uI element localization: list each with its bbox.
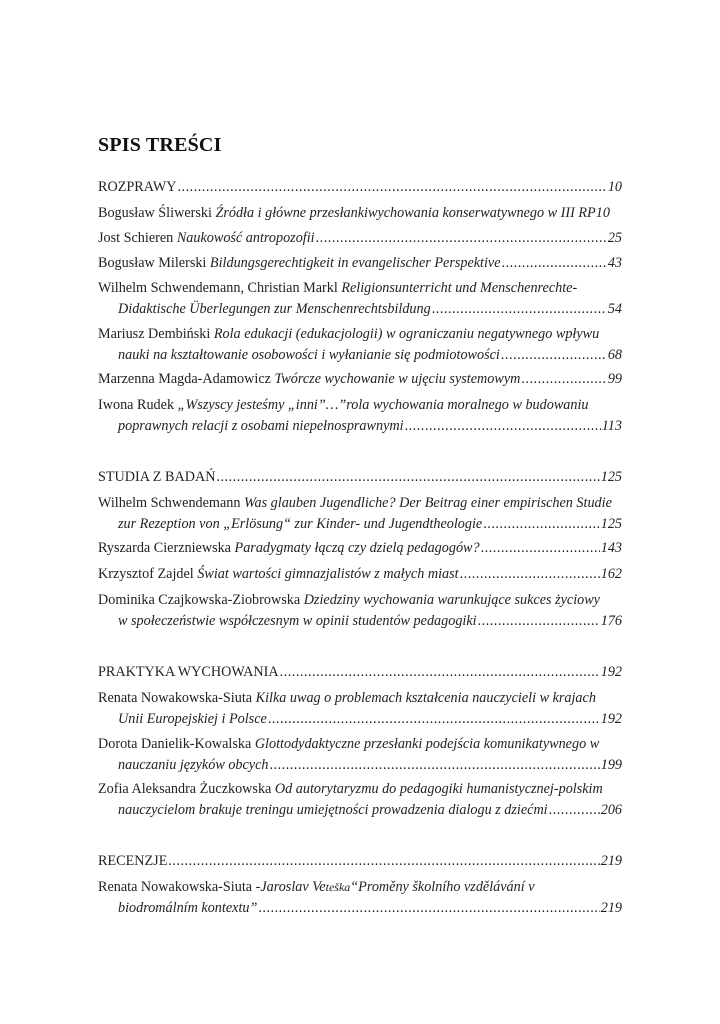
- dot-leader: [481, 538, 600, 559]
- toc-entry[interactable]: [98, 493, 622, 535]
- entry-title-line2: zur Rezeption von „Erlösung“ zur Kinder- und Jugendtheologie: [118, 516, 483, 532]
- entry-title-line1: Od autorytaryzmu do pedagogiki humanistycznej-polskim: [274, 781, 603, 797]
- dot-leader: [549, 800, 600, 821]
- dot-leader: [460, 564, 600, 585]
- entry-author: Bogusław Śliwerski: [98, 205, 212, 221]
- entry-title-line2: poprawnych relacji z osobami niepełnosprawnymi: [118, 418, 404, 434]
- toc-entry[interactable]: [98, 324, 622, 366]
- entry-author: Ryszarda Cierzniewska: [98, 540, 231, 556]
- entry-title-line2: nauczaniu języków obcych: [118, 757, 269, 773]
- toc-entry[interactable]: [98, 734, 622, 776]
- entry-author: Marzenna Magda-Adamowicz: [98, 371, 271, 387]
- entry-author: Krzysztof Zajdel: [98, 566, 194, 582]
- toc-entry[interactable]: [98, 253, 622, 274]
- entry-author: Renata Nowakowska-Siuta -: [98, 879, 261, 895]
- toc-entry[interactable]: [98, 590, 622, 632]
- entry-title: Paradygmaty łączą czy dzielą pedagogów?: [234, 540, 480, 556]
- page-number: 10: [595, 205, 610, 221]
- entry-author: Jost Schieren: [98, 230, 174, 246]
- dot-leader: [502, 253, 607, 274]
- dot-leader: [168, 851, 599, 872]
- dot-leader: [270, 755, 600, 776]
- entry-title: Twórcze wychowanie w ujęciu systemowym: [274, 371, 521, 387]
- entry-title-line2: nauczycielom brakuje treningu umiejętności prowadzenia dialogu z dziećmi: [118, 802, 548, 818]
- dot-leader: [432, 299, 607, 320]
- toc-entry[interactable]: [98, 538, 622, 559]
- entry-title-line2: biodromálním kontextu”: [118, 900, 258, 916]
- toc-entry[interactable]: [98, 203, 622, 224]
- toc-entry[interactable]: [98, 688, 622, 730]
- dot-leader: [405, 416, 601, 437]
- dot-leader: [280, 662, 600, 683]
- page-number: 206: [600, 802, 622, 818]
- page-number: 113: [601, 418, 622, 434]
- page-number: 192: [600, 711, 622, 727]
- toc-entry[interactable]: [98, 564, 622, 585]
- entry-title-line1: Dziedziny wychowania warunkujące sukces życiowy: [303, 592, 600, 608]
- entry-author: Wilhelm Schwendemann, Christian Markl: [98, 280, 338, 296]
- page-number: 99: [607, 371, 622, 387]
- dot-leader: [268, 709, 600, 730]
- dot-leader: [258, 898, 599, 919]
- section-heading-label: STUDIA Z BADAŃ: [98, 469, 216, 485]
- entry-author: Zofia Aleksandra Żuczkowska: [98, 781, 272, 797]
- entry-title: Bildungsgerechtigkeit in evangelischer Perspektive: [209, 255, 501, 271]
- section-heading-label: RECENZJE: [98, 853, 168, 869]
- section-heading-label: PRAKTYKA WYCHOWANIA: [98, 664, 279, 680]
- entry-title-line1: Religionsunterricht und Menschenrechte-: [341, 280, 578, 296]
- section-heading-label: ROZPRAWY: [98, 179, 177, 195]
- page-number: 68: [607, 347, 622, 363]
- dot-leader: [177, 177, 606, 198]
- entry-title-line2: w społeczeństwie współczesnym w opinii studentów pedagogiki: [118, 613, 477, 629]
- page-number: 43: [607, 255, 622, 271]
- entry-title-line2: Didaktische Überlegungen zur Menschenrechtsbildung: [118, 301, 431, 317]
- section-heading-recenzje[interactable]: [98, 851, 622, 872]
- dot-leader: [501, 345, 607, 366]
- dot-leader: [521, 369, 606, 390]
- page-number: 125: [600, 516, 622, 532]
- entry-author: Dominika Czajkowska-Ziobrowska: [98, 592, 301, 608]
- toc-entry[interactable]: [98, 369, 622, 390]
- page-number: 10: [607, 179, 622, 195]
- entry-title-line2: Unii Europejskiej i Polsce: [118, 711, 267, 727]
- page-number: 54: [607, 301, 622, 317]
- page-number: 192: [600, 664, 622, 680]
- dot-leader: [483, 514, 599, 535]
- entry-author: Mariusz Dembiński: [98, 326, 211, 342]
- entry-title: Źródła i główne przesłankiwychowania konserwatywnego w III RP: [215, 205, 596, 221]
- section-heading-studia[interactable]: [98, 467, 622, 488]
- entry-title: Naukowość antropozofii: [176, 230, 315, 246]
- page-number: 125: [600, 469, 622, 485]
- entry-title-part3: “Proměny školního vzdělávání v: [350, 879, 535, 895]
- page-title: SPIS TREŚCI: [98, 134, 222, 156]
- page-number: 25: [607, 230, 622, 246]
- entry-title: Świat wartości gimnazjalistów z małych miast: [197, 566, 459, 582]
- toc-entry[interactable]: [98, 877, 622, 919]
- section-heading-rozprawy[interactable]: [98, 177, 622, 198]
- entry-author: Renata Nowakowska-Siuta: [98, 690, 253, 706]
- entry-author: Iwona Rudek: [98, 397, 175, 413]
- entry-title-line1: Rola edukacji (edukacjologii) w ograniczaniu negatywnego wpływu: [213, 326, 600, 342]
- dot-leader: [316, 228, 607, 249]
- entry-title-part2: teška: [325, 880, 351, 894]
- toc-entry[interactable]: [98, 278, 622, 320]
- toc-entry[interactable]: [98, 779, 622, 821]
- page-number: 219: [600, 853, 622, 869]
- toc-entry[interactable]: [98, 395, 622, 437]
- entry-title-line2: nauki na kształtowanie osobowości i wyłanianie się podmiotowości: [118, 347, 500, 363]
- toc-entry[interactable]: [98, 228, 622, 249]
- entry-title-line1: Was glauben Jugendliche? Der Beitrag einer empirischen Studie: [244, 495, 612, 511]
- entry-title-line1: „Wszyscy jesteśmy „inni”…”rola wychowania moralnego w budowaniu: [177, 397, 589, 413]
- entry-author: Bogusław Milerski: [98, 255, 207, 271]
- entry-title-part1: Jaroslav Ve: [260, 879, 326, 895]
- entry-title-line1: Kilka uwag o problemach kształcenia nauczycieli w krajach: [255, 690, 596, 706]
- entry-title-line1: Glottodydaktyczne przesłanki podejścia komunikatywnego w: [254, 736, 600, 752]
- dot-leader: [478, 611, 600, 632]
- page-number: 143: [600, 540, 622, 556]
- section-heading-praktyka[interactable]: [98, 662, 622, 683]
- entry-author: Dorota Danielik-Kowalska: [98, 736, 252, 752]
- page-number: 176: [600, 613, 622, 629]
- page-number: 199: [600, 757, 622, 773]
- page-number: 219: [600, 900, 622, 916]
- entry-author: Wilhelm Schwendemann: [98, 495, 241, 511]
- page-number: 162: [600, 566, 622, 582]
- dot-leader: [216, 467, 599, 488]
